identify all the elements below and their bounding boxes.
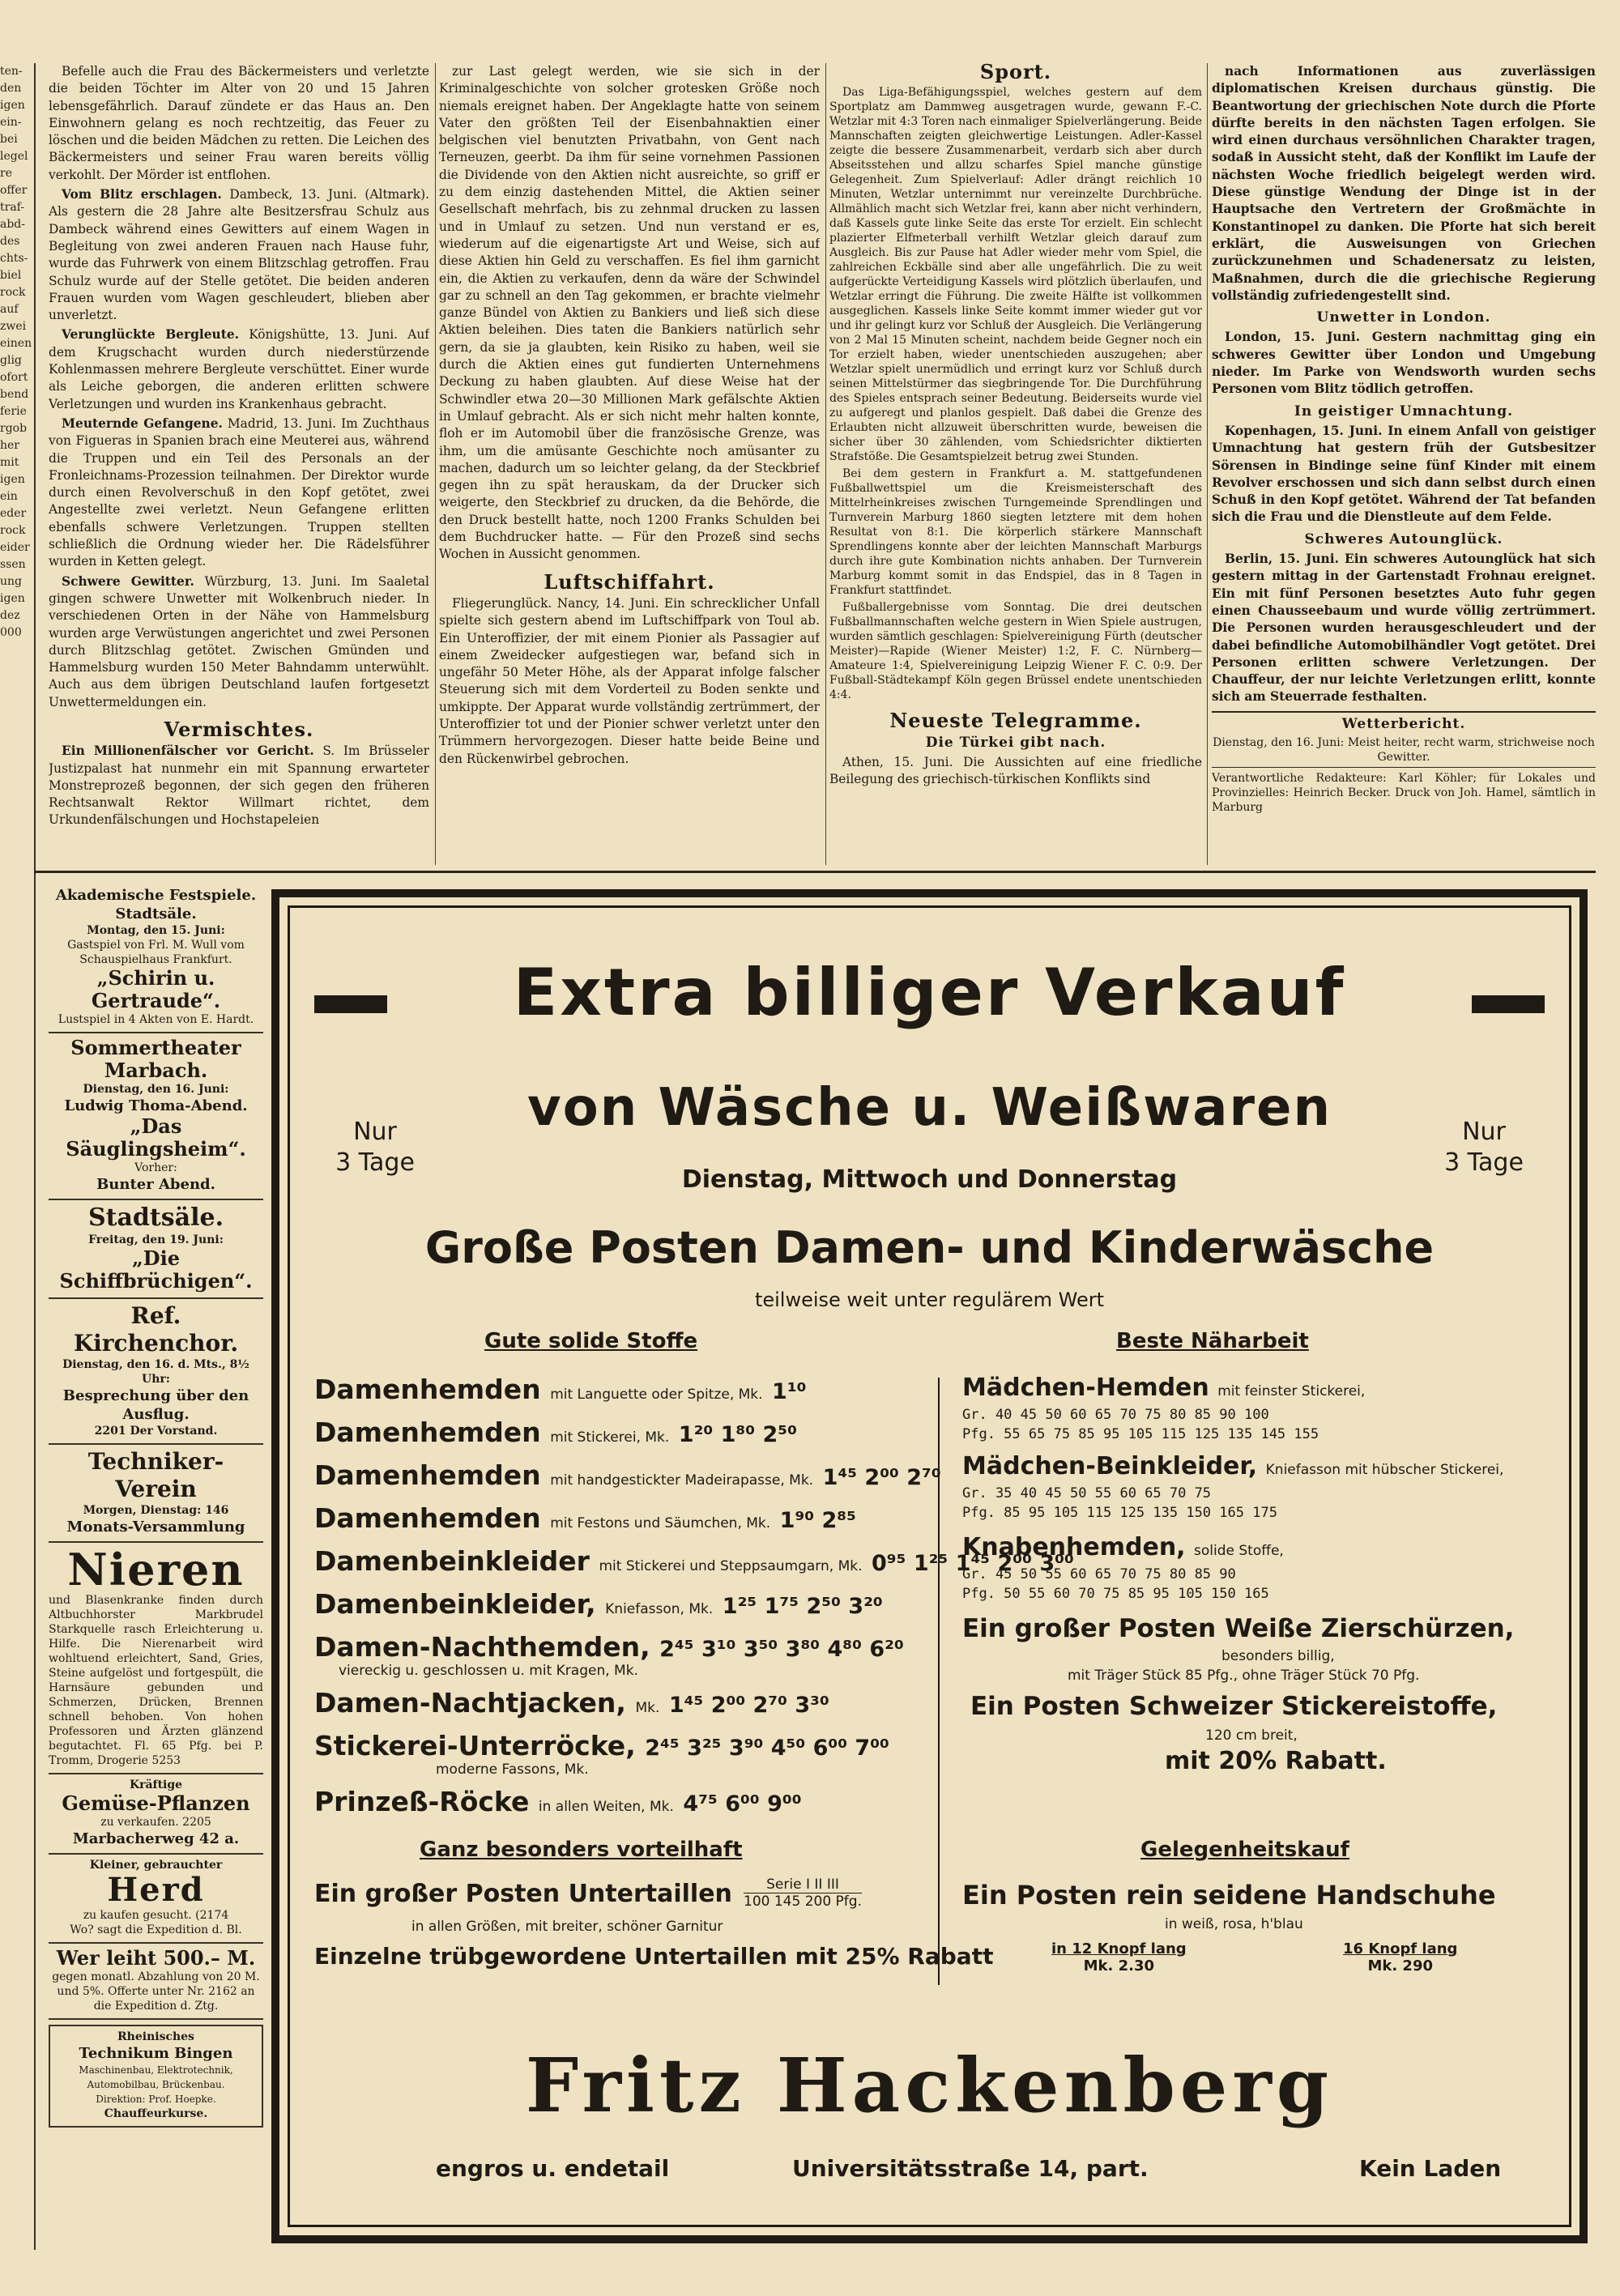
ad-headline: Extra billiger Verkauf <box>513 955 1346 1030</box>
untertaillen-prices <box>744 1876 862 1910</box>
adjacent-page-sliver: ten- den igen ein- bei legel re offer traf- abd- des chts- biel rock auf zwei einen glig ofort bend ferie rgob her mit igen ein eder rock eider ssen ung igen dez 000 <box>0 63 36 2250</box>
nur-label: Nur <box>353 1118 397 1146</box>
ad-title: Nieren <box>67 1544 245 1595</box>
ad-line: 2201 Der Vorstand. <box>94 1425 218 1438</box>
section-heading-telegramme: Neueste Telegramme. <box>889 709 1142 733</box>
article-text: Berlin, 15. Juni. Ein schweres Autounglück hat sich gestern mittag in der Gartenstadt Frohnau ereignet. Ein mit fünf Personen besetztes Auto fuhr gegen einen Chausseebaum und wurde völlig zertrümmert. Die Personen wurden herausgeschleudert und der dabei befindliche Automobilhändler Vogt getötet. Drei Personen erlitten schwere Verletzungen. Der Chauffeur, der nur leichte Verletzungen erlitt, konnte sich am Steuerrade festhalten. <box>1212 552 1596 705</box>
column-1 <box>49 63 429 865</box>
price-item: Damenhemden mit Languette oder Spitze, Mk. 1¹⁰ <box>314 1374 807 1405</box>
size-row: Gr. 35 40 45 50 55 60 65 70 75 <box>962 1485 1212 1502</box>
weather-report: Dienstag, den 16. Juni: Meist heiter, recht warm, strichweise noch Gewitter. <box>1213 735 1595 764</box>
ad-line: Maschinenbau, Elektrotechnik, Automobilbau, Brückenbau. <box>79 2064 233 2090</box>
ad-title: Herd <box>107 1871 205 1909</box>
ad-stadtsaele <box>49 1200 263 1299</box>
ad-line: Stadtsäle. <box>115 905 197 922</box>
stickereistoffe-item: Ein Posten Schweizer Stickereistoffe, <box>970 1692 1498 1721</box>
article-text: zur Last gelegt werden, wie sie sich in der Kriminalgeschichte von solcher grotesken Größe noch niemals ereignet haben. Der Angeklagte hatte von seinem Vater den größten Teil der Eisenbahnaktien einer belgischen viel benutzten Privatbahn, von Gent nach Terneuzen, geerbt. Da ihm für seine vornehmen Passionen die Dividende von den Aktien nicht ausreichte, so griff er zu dem einzig dastehenden Mittel, die Aktien seiner Gesellschaft mehrfach, bis zu zehnmal drucken zu lassen und in Umlauf zu setzen. Und nun verstand er es, wiederum auf die eigenartigste Art und Weise, sich auf diese Aktien hin Geld zu verschaffen. Es fiel ihm garnicht ein, die Aktien zu verkaufen, denn da wäre der Schwindel gar zu schnell an den Tag gekommen, er brachte vielmehr ganze Bündel von Aktien zu Bankiers und ließ sich diese Aktien beleihen. Dies taten die Bankiers natürlich sehr gern, da sie ja glaubten, kein Risiko zu haben, weil sie durch die Aktien eines gut fundierten Unternehmens Deckung zu haben glaubten. Auf diese Weise hat der Schwindler etwa 20—30 Millionen Mark gefälschte Aktien in Umlauf gebracht. Als er sich nicht mehr halten konnte, floh er im Automobil über die französische Grenze, was ihm, um die amüsante Geschichte noch amüsanter zu machen, dadurch um so leichter gelang, da der Steckbrief gegen ihn zu spät herauskam, da der Drucker sich weigerte, den Steckbrief zu drucken, da die Behörde, die den Druck bestellt hatte, noch 1200 Franks Schulden bei dem Buchdrucker hatte. — Für den Prozeß sind sechs Wochen in Aussicht genommen. <box>439 64 820 562</box>
column-4 <box>1212 63 1596 865</box>
article-subheading: Unwetter in London. <box>1316 309 1491 326</box>
ad-line: „Die Schiffbrüchigen“. <box>59 1246 253 1293</box>
article-text: Madrid, 13. Juni. Im Zuchthaus von Figueras in Spanien brach eine Meuterei aus, während die Truppen und ein Teil des Personals an der Fronleichnams-Prozession teilnahmen. Der Direktor wurde durch einen Revolverschuß in den Kopf getötet, zwei Angestellte zwei verletzt. Neun Gefangene erlitten ebenfalls schwere Verletzungen. Truppen stellten schließlich die Ordnung wieder her. Die Rädelsführer wurden in Ketten gelegt. <box>49 415 429 569</box>
ad-line: Gastspiel von Frl. M. Wull vom Schauspielhaus Frankfurt. <box>67 939 245 966</box>
ad-title: Gemüse-Pflanzen <box>62 1791 250 1815</box>
left-column-heading: Gute solide Stoffe <box>484 1329 698 1353</box>
ad-line: Ludwig Thoma-Abend. <box>64 1097 248 1114</box>
article-text: Befelle auch die Frau des Bäckermeisters und verletzte die beiden Töchter im Alter von 20 und 15 Jahren lebensgefährlich. Darauf zündete er das Haus an. Den Einwohnern gelang es noch rechtzeitig, das Feuer zu löschen und die beiden Mädchen zu retten. Die Leichen des Bäckermeisters und seiner Frau waren bereits völlig verkohlt. Der Mörder ist entflohen. <box>49 64 429 182</box>
article-headline: Verunglückte Bergleute. <box>62 327 239 343</box>
tage-label: 3 Tage <box>335 1148 415 1177</box>
ad-title: Ref. Kirchenchor. <box>73 1302 239 1357</box>
classified-ads <box>49 883 263 2211</box>
handschuhe-16-knopf: 16 Knopf lang Mk. 290 <box>1343 1940 1458 1974</box>
ad-line: Kräftige <box>129 1778 183 1791</box>
ad-line: zu verkaufen. 2205 <box>100 1816 211 1829</box>
article-subheading: In geistiger Umnachtung. <box>1294 403 1514 420</box>
ad-title: Techniker-Verein <box>87 1448 224 1502</box>
article-text: Das Liga-Befähigungsspiel, welches gestern auf dem Sportplatz am Dammweg ausgetragen wurde, gewann F.-C. Wetzlar mit 4:3 Toren nach einmaliger Spielverlängerung. Beide Mannschaften zeigten gleichwertige Leistungen. Adler-Kassel zeigte die bessere Zusammenarbeit, verdarb sich aber durch Abseitsstehen und allzu scharfes Spiel manche günstige Gelegenheit. Zum Spielverlauf: Adler drängt reichlich 10 Minuten, Wetzlar unternimmt nur vereinzelte Durchbrüche. Allmählich macht sich Wetzlar frei, kann aber nicht verhindern, daß Kassels gute linke Seite das erste Tor erzielt. Ein schlecht plazierter Elfmeterball verhilft Wetzlar gleich darauf zum Ausgleich. Bis zur Pause hat Adler wieder mehr vom Spiel, die zahlreichen Eckbälle sind aber alle ungefährlich. Die zu weit aufgerückte Verteidigung Kassels wird plötzlich überlaufen, und Wetzlar erringt die Führung. Die zweite Hälfte ist vollkommen ausgeglichen. Kassels linke Seite kommt immer wieder gut vor und ihr gelingt kurz vor Schluß der Ausgleich. Die Verlängerung von 2 Mal 15 Minuten scheint, nachdem beide Gegner noch ein Tor erzielt haben, wieder unentschieden auszugehen; aber Wetzlar spielt unermüdlich und erringt kurz vor Schluß durch seinen Mittelstürmer das siegbringende Tor. Die Durchführung des Spieles entsprach seiner Bedeutung. Beiderseits wurde viel zu aufgeregt und planlos gespielt. Daß dabei die Grenze des Erlaubten nicht allzuweit überschritten wurde, beweisen die sicher über 30 zählenden, vom Schiedsrichter diktierten Strafstöße. Die Gesamtspielzeit betrug zwei Stunden. <box>829 86 1202 464</box>
news-section <box>49 63 1596 873</box>
ad-line: Kleiner, gebrauchter <box>89 1859 223 1872</box>
right-column-heading: Beste Näharbeit <box>1116 1329 1309 1353</box>
ad-line: „Schirin u. Gertraude“. <box>91 966 221 1012</box>
ad-line: Chauffeurkurse. <box>104 2107 208 2120</box>
article-text: nach Informationen aus zuverlässigen diplomatischen Kreisen durchaus günstig. Die Beantwortung der griechischen Note durch die Pforte dürfte bereits in den nächsten Tagen erfolgen. Sie wird einen durchaus versöhnlichen Charakter tragen, sodaß in Aussicht steht, daß der Konflikt im Laufe der nächsten Woche friedlich beigelegt werden wird. Diese günstige Wendung der Dinge ist in der Hauptsache den Vertretern der Großmächte in Konstantinopel zu danken. Die Pforte hat sich bereit erklärt, die Ausweisungen von Griechen zurückzunehmen und Schadenersatz zu leisten, Maßnahmen, durch die die griechische Regierung vollständig zufriedengestellt sind. <box>1212 64 1596 303</box>
price-item: Stickerei-Unterröcke, 2⁴⁵ 3²⁵ 3⁹⁰ 4⁵⁰ 6⁰⁰ 7⁰⁰ <box>314 1730 889 1761</box>
ad-herd <box>49 1855 263 1944</box>
ad-line: zu kaufen gesucht. (2174 <box>83 1909 229 1922</box>
gelegenheitskauf-heading: Gelegenheitskauf <box>1140 1838 1349 1862</box>
ad-title: Sommertheater Marbach. <box>70 1036 241 1082</box>
section-heading-sport: Sport. <box>979 63 1052 83</box>
firm-name: Fritz Hackenberg <box>525 2042 1334 2129</box>
article-text: Königshütte, 13. Juni. Auf dem Krugschacht wurden durch niederstürzende Kohlenmassen mehrere Bergleute verschüttet. Einer wurde als Leiche geborgen, die anderen erlitten schwere Verletzungen und wurden ins Krankenhaus gebracht. <box>49 327 429 411</box>
article-text: Athen, 15. Juni. Die Aussichten auf eine friedliche Beilegung des griechisch-türkischen Konflikts sind <box>829 754 1202 787</box>
ad-line: Freitag, den 19. Juni: <box>88 1233 224 1246</box>
article-subheading: Die Türkei gibt nach. <box>925 734 1106 751</box>
price-row: Pfg. 55 65 75 85 95 105 115 125 135 145 155 <box>962 1426 1319 1442</box>
section-rule <box>34 871 1596 873</box>
price-item: Prinzeß-Röcke in allen Weiten, Mk. 4⁷⁵ 6⁰⁰ 9⁰⁰ <box>314 1786 802 1817</box>
ad-wer-leiht <box>49 1944 263 2020</box>
article-text: Dambeck, 13. Juni. (Altmark). Als gestern die 28 Jahre alte Besitzersfrau Schulz aus Dambeck während eines Gewitters auf einem Wagen in Begleitung von zwei anderen Frauen nach Hause fuhr, wurde das Fuhrwerk von einem Blitzschlag getroffen. Frau Schulz wurde auf der Stelle getötet. Die beiden anderen Frauen wurden vom Wagen geschleudert, blieben aber unverletzt. <box>49 187 429 323</box>
price-item: Damenhemden mit Festons und Säumchen, Mk. 1⁹⁰ 2⁸⁵ <box>314 1502 856 1534</box>
ad-line: „Das Säuglingsheim“. <box>66 1114 246 1161</box>
article-headline: Vom Blitz erschlagen. <box>62 187 222 202</box>
size-item: Knabenhemden, solide Stoffe, <box>962 1533 1284 1561</box>
rabatt-item: Einzelne trübgewordene Untertaillen mit 25% Rabatt <box>314 1943 994 1970</box>
hackenberg-advertisement <box>271 889 1588 2243</box>
firm-kein-laden: Kein Laden <box>1359 2155 1502 2182</box>
handschuhe-item: Ein Posten rein seidene Handschuhe <box>962 1880 1496 1910</box>
column-rule <box>1207 63 1208 865</box>
ad-line: Direktion: Prof. Hoepke. <box>96 2094 216 2105</box>
stickereistoffe-rabatt: mit 20% Rabatt. <box>1165 1747 1387 1775</box>
stickereistoffe-width: 120 cm breit, <box>1205 1727 1298 1744</box>
ad-line: gegen monatl. Abzahlung von 20 M. und 5%. Offerte unter Nr. 2162 an die Expedition d. Ztg. <box>52 1970 260 2013</box>
ad-line: Monats-Versammlung <box>66 1519 245 1536</box>
ad-gemuese-pflanzen <box>49 1774 263 1855</box>
ad-title: Technikum Bingen <box>79 2045 233 2062</box>
article-headline: Meuternde Gefangene. <box>62 415 223 431</box>
ad-nieren <box>49 1543 263 1774</box>
ad-line: Rheinisches <box>117 2030 194 2043</box>
special-heading: Ganz besonders vorteilhaft <box>420 1838 743 1862</box>
column-rule <box>825 63 826 865</box>
handschuhe-colors: in weiß, rosa, h'blau <box>1165 1916 1303 1932</box>
ad-line: Dienstag, den 16. Juni: <box>83 1083 229 1096</box>
ad-line: Wo? sagt die Expedition d. Bl. <box>70 1923 242 1936</box>
price-item: Damenhemden mit Stickerei, Mk. 1²⁰ 1⁸⁰ 2⁵⁰ <box>314 1416 797 1448</box>
article-text: Würzburg, 13. Juni. Im Saaletal gingen schwere Unwetter mit Wolkenbruch nieder. In verschiedenen Orten in der Nähe von Hammelsburg wurden arge Verwüstungen angerichtet und zwei Personen durch Blitzschlag getötet. Zwischen Gmünden und Hammelsburg wurden 150 Meter Bahndamm unterwühlt. Auch aus dem übrigen Deutschland laufen fortgesetzt Unwettermeldungen ein. <box>49 573 429 709</box>
article-text: Fliegerunglück. Nancy, 14. Juni. Ein schrecklicher Unfall spielte sich gestern abend im Luftschiffpark von Toul ab. Ein Unteroffizier, der mit einem Pionier als Passagier auf einem Zweidecker aufgestiegen war, befand sich in ungefähr 50 Meter Höhe, als der Apparat infolge falscher Steuerung sich mit dem Vorderteil zu Boden senkte und umkippte. Der Apparat wurde vollständig zertrümmert, der Unteroffizier tot und der Pionier schwer verletzt unter den Trümmern hervorgezogen. Dieser hatte beide Beine und den Rückenwirbel gebrochen. <box>439 595 820 766</box>
nur-label: Nur <box>1462 1118 1506 1146</box>
ad-note: teilweise weit unter regulärem Wert <box>754 1289 1105 1311</box>
ad-line: Vorher: <box>134 1161 177 1174</box>
schuerzen-prices: mit Träger Stück 85 Pfg., ohne Träger Stück 70 Pfg. <box>1068 1668 1420 1684</box>
series-prices: 100 145 200 Pfg. <box>744 1893 862 1910</box>
size-row: Gr. 40 45 50 60 65 70 75 80 85 90 100 <box>962 1407 1269 1423</box>
column-3 <box>829 63 1202 865</box>
price-item: Damen-Nachthemden, 2⁴⁵ 3¹⁰ 3⁵⁰ 3⁸⁰ 4⁸⁰ 6²⁰ <box>314 1631 904 1663</box>
price-item-detail: moderne Fassons, Mk. <box>436 1761 589 1778</box>
section-heading-luftschiffahrt: Luftschiffahrt. <box>544 569 715 594</box>
firm-address: Universitätsstraße 14, part. <box>792 2155 1149 2182</box>
article-headline: Schwere Gewitter. <box>62 573 194 589</box>
column-rule <box>435 63 436 865</box>
schuerzen-note: besonders billig, <box>1221 1648 1335 1664</box>
ad-title: Stadtsäle. <box>87 1203 224 1232</box>
price-item-detail: viereckig u. geschlossen u. mit Kragen, Mk. <box>339 1663 638 1679</box>
ad-line: Besprechung über den Ausflug. <box>62 1387 249 1423</box>
section-heading-vermischtes: Vermischtes. <box>164 717 314 741</box>
ad-line: Lustspiel in 4 Akten von E. Hardt. <box>58 1013 254 1026</box>
price-row: Pfg. 50 55 60 70 75 85 95 105 150 165 <box>962 1586 1269 1602</box>
ad-techniker-verein <box>49 1445 263 1543</box>
handschuhe-12-knopf: in 12 Knopf lang Mk. 2.30 <box>1051 1940 1187 1974</box>
price-row: Pfg. 85 95 105 115 125 135 150 165 175 <box>962 1505 1277 1521</box>
article-subheading: Schweres Autounglück. <box>1304 530 1503 547</box>
ad-line: und Blasenkranke finden durch Altbuchhorster Markbrudel Starkquelle rasch Erleichterung u. Hilfe. Die Nierenarbeit wird wohltuend erleichtert, Sand, Gries, Steine aufgelöst und fortgespült, die Harnsäure gebunden und Schmerzen, Drücken, Brennen schnell behoben. Von hohen Professoren und Ärzten glänzend begutachtet. Fl. 65 Pfg. bei P. Tromm, Drogerie 5253 <box>49 1594 263 1767</box>
article-text: Fußballergebnisse vom Sonntag. Die drei deutschen Fußballmannschaften welche gestern in Wien Spiele austrugen, wurden sämtlich geschlagen: Spielvereinigung Fürth (deutscher Meister)—Rapide (Wiener Meister) 1:2, F. C. Nürnberg—Amateure 1:4, Spielvereinigung Leipzig Wiener F. C. 0:9. Der Fußball-Städtekampf Köln gegen Brüssel endete unentschieden 4:4. <box>829 601 1202 702</box>
price-item: Damenbeinkleider mit Stickerei und Steppsaumgarn, Mk. 0⁹⁵ 1²⁵ 1⁴⁵ 2⁰⁰ 3⁰⁰ <box>314 1545 1074 1577</box>
schuerzen-item: Ein großer Posten Weiße Zierschürzen, <box>962 1614 1515 1643</box>
article-text: Kopenhagen, 15. Juni. In einem Anfall von geistiger Umnachtung hat gestern früh der Gutsbesitzer Sörensen in Bindinge seine fünf Kinder mit einem Revolver erschossen und sich dann selbst durch einen Schuß in den Kopf getötet. Während der Tat befanden sich die Frau und die Dienstleute auf dem Felde. <box>1212 423 1596 525</box>
article-text: London, 15. Juni. Gestern nachmittag ging ein schweres Gewitter über London und Umgebung nieder. Im Parke von Wendsworth wurden sechs Personen vom Blitz tödlich getroffen. <box>1212 330 1596 397</box>
price-item: Damenhemden mit handgestickter Madeirapasse, Mk. 1⁴⁵ 2⁰⁰ 2⁷⁰ <box>314 1459 941 1491</box>
ad-line: Marbacherweg 42 a. <box>72 1830 240 1847</box>
ad-tagline: Große Posten Damen- und Kinderwäsche <box>424 1222 1435 1273</box>
sale-days: Dienstag, Mittwoch und Donnerstag <box>681 1165 1178 1194</box>
ad-technikum-bingen <box>49 2025 263 2128</box>
size-row: Gr. 45 50 55 60 65 70 75 80 85 90 <box>962 1566 1236 1582</box>
ad-line: Montag, den 15. Juni: <box>87 924 225 937</box>
firm-engros: engros u. endetail <box>436 2155 670 2182</box>
article-text: S. Im Brüsseler Justizpalast hat nunmehr ein mit Spannung erwarteter Monstreprozeß begonnen, der sich gegen den früheren Rechtsanwalt Rektor Willmart richtet, dem Urkundenfälschungen und Hochstapeleien <box>49 743 429 828</box>
tage-label: 3 Tage <box>1444 1148 1524 1177</box>
weather-heading: Wetterbericht. <box>1212 711 1596 733</box>
ad-festspiele <box>49 883 263 1033</box>
ad-kirchenchor <box>49 1299 263 1445</box>
ad-line: Bunter Abend. <box>96 1176 215 1193</box>
size-item: Mädchen-Hemden mit feinster Stickerei, <box>962 1374 1366 1402</box>
ad-line: Morgen, Dienstag: 146 <box>83 1504 229 1517</box>
price-item: Damenbeinkleider, Kniefasson, Mk. 1²⁵ 1⁷⁵ 2⁵⁰ 3²⁰ <box>314 1588 883 1620</box>
article-headline: Ein Millionenfälscher vor Gericht. <box>62 743 314 759</box>
untertaillen-item: Ein großer Posten Untertaillen <box>314 1880 732 1908</box>
ad-title: Akademische Festspiele. <box>55 887 257 904</box>
series-label: Serie I II III <box>766 1876 839 1893</box>
ad-title: Wer leiht 500.– M. <box>56 1946 256 1970</box>
price-item: Damen-Nachtjacken, Mk. 1⁴⁵ 2⁰⁰ 2⁷⁰ 3³⁰ <box>314 1687 829 1719</box>
column-2 <box>439 63 820 865</box>
untertaillen-detail: in allen Größen, mit breiter, schöner Garnitur <box>411 1919 723 1935</box>
imprint: Verantwortliche Redakteure: Karl Köhler; für Lokales und Provinzielles: Heinrich Becker. Druck von Joh. Hamel, sämtlich in Marburg <box>1212 767 1596 815</box>
ad-subheadline: von Wäsche u. Weißwaren <box>527 1078 1332 1138</box>
article-text: Bei dem gestern in Frankfurt a. M. stattgefundenen Fußballwettspiel um die Kreismeisterschaft des Mittelrheinkreises zwischen Turngemeinde Sprendlingen und Turnverein Marburg 1860 siegten letztere mit dem hohen Resultat von 8:1. Die körperlich stärkere Mannschaft Sprendlingens konnte aber der leichten Mannschaft Marburgs durch ihre gute Kombination nichts anhaben. Der Turnverein Marburg kommt somit in das Endspiel, das in 8 Tagen in Frankfurt stattfindet. <box>829 467 1202 598</box>
ad-sommertheater <box>49 1033 263 1200</box>
ad-line: Dienstag, den 16. d. Mts., 8½ Uhr: <box>62 1358 249 1386</box>
size-item: Mädchen-Beinkleider, Kniefasson mit hübscher Stickerei, <box>962 1452 1504 1480</box>
